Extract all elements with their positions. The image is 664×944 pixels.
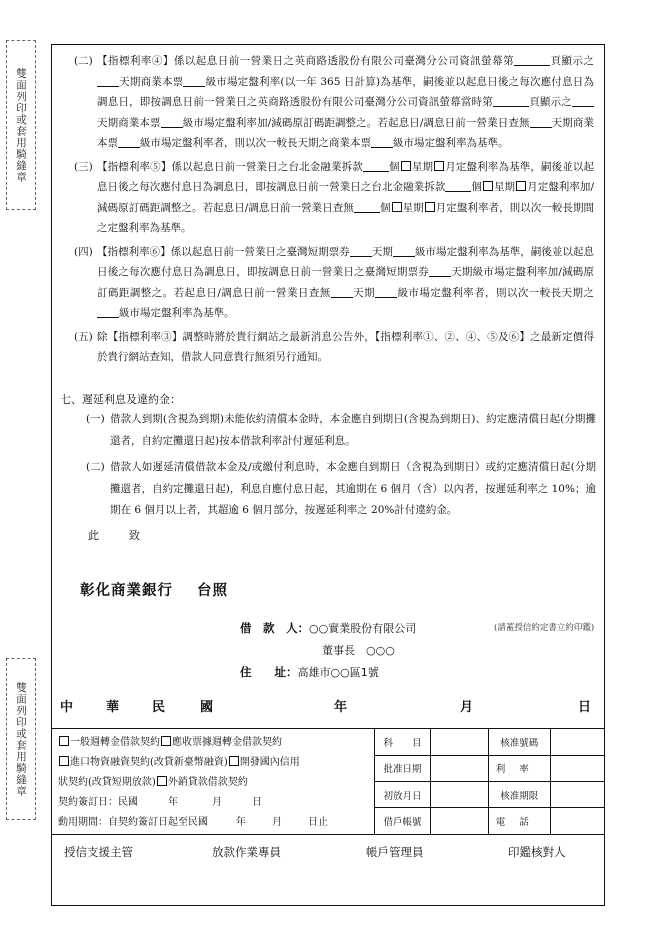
role-label: 帳戶管理員 (366, 845, 424, 859)
checkbox[interactable] (161, 736, 171, 746)
closing-phrase: 此 致 (88, 529, 140, 542)
role-label: 印鑑核對人 (508, 845, 566, 859)
role-label: 放款作業專員 (212, 845, 281, 859)
checkbox[interactable] (59, 736, 69, 746)
contract-type-checklist: 一般週轉金借款契約 應收票據週轉金借款契約 進口物資融資契約(改貸新臺幣融資) 開發國內信用 狀契約(改貸短期放款) 外銷貸款借款契約 契約簽訂日：民國 年 月 日 動用期間：自契約簽訂日起至民國 年 月 日止 (58, 733, 370, 833)
table-cell-input[interactable] (430, 755, 488, 781)
checkbox[interactable] (157, 776, 167, 786)
table-cell-input[interactable] (430, 808, 488, 834)
clause-4: (四) 【指標利率⑥】係以起息日前一營業日之臺灣短期票券 天期 級市場定盤利率為基準，嗣後並以起息日後之每次應付息日為調息日，即按調息日前一營業日之臺灣短期票券 天期級市場定盤利率加/減碼原訂碼距調整之。若起息日/調息日前一營業日查無 天期 級市場定盤利率者，則以次一較長天期之級市場定盤利率為基準。 (74, 245, 595, 319)
section-7-item-2: (二) 借款人如遲延清償借款本金及/或繳付利息時，本金應自到期日（含視為到期日）或約定應清償日起(分期攤還者，自約定攤還日起)，利息自應付息日起，其逾期在 6 個月（含）以內者，按遲延利率之 10%；逾期在 6 個月以上者，其超逾 6 個月部分，按遲延利率之 20%計付違約金。 (86, 461, 596, 516)
clause-3: (三) 【指標利率⑤】係以起息日前一營業日之台北金融業拆款 個 星期 月定盤利率為基準，嗣後並以起息日後之每次應付息日為調息日，即按調息日前一營業日之台北金融業拆款 個 星期 月定盤利率加/減碼原訂碼距調整之。若起息日/調息日前一營業日查無 個 星期 月定盤利率者，則以次一較長期間之定盤利率為基準。 (74, 160, 595, 234)
checkbox[interactable] (425, 202, 435, 212)
table-cell-input[interactable] (430, 782, 488, 808)
contract-info-area (52, 728, 604, 835)
borrower-address: 高雄市○○區1號 (297, 666, 379, 679)
seam-stamp-label-top: 雙面列印或套用騎縫章 (6, 40, 36, 210)
admin-table (374, 729, 604, 834)
table-cell-input[interactable] (550, 808, 604, 834)
checkbox[interactable] (59, 756, 69, 766)
checkbox[interactable] (401, 161, 411, 171)
borrower-line: 借 款 人：○○實業股份有限公司 (240, 621, 417, 635)
borrower-name: ○○實業股份有限公司 (309, 622, 417, 635)
table-row: 初放月日 核准期限 (375, 782, 605, 808)
interest-rate-clauses (52, 51, 604, 368)
table-cell-input[interactable] (550, 729, 604, 755)
checkbox[interactable] (392, 202, 402, 212)
role-label: 授信支援主管 (64, 845, 133, 859)
table-row: 借戶帳號 電話 (375, 808, 605, 834)
document-frame (51, 44, 605, 906)
checkbox[interactable] (516, 181, 526, 191)
checkbox[interactable] (483, 181, 493, 191)
bank-addressee: 彰化商業銀行 台照 (80, 582, 228, 599)
signing-date-row: 中 華 民 國 年 月 日 (60, 700, 592, 715)
clause-5: (五) 除【指標利率③】調整時將於貴行網站之最新消息公告外，【指標利率①、②、④、⑤及⑥】之最新定價得於貴行網站查知，借款人同意貴行無須另行通知。 (74, 330, 594, 363)
checkbox[interactable] (229, 756, 239, 766)
chairman-line: 董事長 ○○○ (322, 644, 395, 657)
section-7-item-1: (一) 借款人到期(含視為到期)未能依約清償本金時，本金應自到期日(含視為到期日)、約定應清償日起(分期攤還者，自約定攤還日起)按本借款利率計付遲延利息。 (86, 413, 596, 447)
contract-sign-date: 契約簽訂日：民國 年 月 日 (58, 797, 262, 808)
section-7-title: 七、遲延利息及違約金： (60, 393, 181, 406)
usage-period: 動用期間：自契約簽訂日起至民國 年 月 日止 (58, 817, 328, 828)
seam-stamp-label-bottom: 雙面列印或套用騎縫章 (6, 658, 36, 820)
table-cell-input[interactable] (550, 782, 604, 808)
table-cell-input[interactable] (430, 729, 488, 755)
clause-2: (二) 【指標利率④】係以起息日前一營業日之英商路透股份有限公司臺灣分公司資訊螢幕第 頁顯示之天期商業本票 級市場定盤利率(以一年 365 日計算)為基準，嗣後並以起息日後之每次應付息日為調息日，即按調息日前一營業日之英商路透股份有限公司臺灣分公司資訊螢幕當時第 頁顯示之天期商業本票 級市場定盤利率加/減碼原訂碼距調整之。若起息日/調息日前一營業日查無 天期商業本票 級市場定盤利率者，則以次一較長天期之商業本票 級市場定盤利率為基準。 (74, 55, 594, 149)
checkbox[interactable] (434, 161, 444, 171)
table-cell-input[interactable] (550, 755, 604, 781)
seal-note: (請蓋授信約定書立約印鑑) (494, 623, 595, 633)
table-row: 批准日期 利率 (375, 755, 605, 781)
table-row: 科 目 核准號碼 (375, 729, 605, 755)
address-line: 住 址：高雄市○○區1號 (240, 665, 379, 679)
